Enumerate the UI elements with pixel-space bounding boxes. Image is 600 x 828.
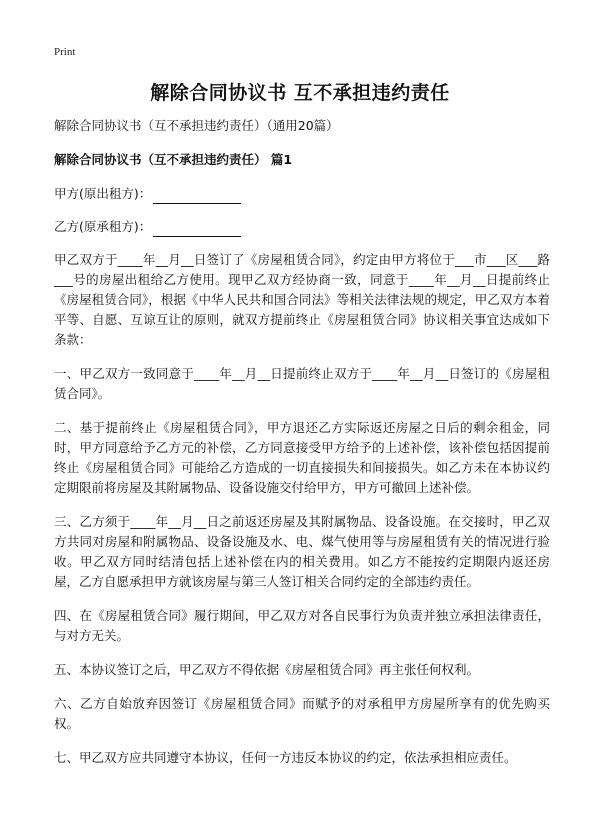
paragraph-intro: 甲乙双方于____年__月__日签订了《房屋租赁合同》，约定由甲方将位于___市___区___路___号的房屋出租给乙方使用。现甲乙双方经协商一致，同意于____年__月__日提前终止《房屋租赁合同》，根据《中华人民共和国合同法》等相关法律法规的规定，甲乙双方本着平等、自愿、互谅互让的原则，就双方提前终止《房屋租赁合同》协议相关事宜达成如下条款： xyxy=(54,252,550,347)
paragraph-clause-5: 五、本协议签订之后，甲乙双方不得依据《房屋租赁合同》再主张任何权利。 xyxy=(54,662,480,677)
party-a-label: 甲方(原出租方)： xyxy=(54,186,152,201)
paragraph-clause-6: 六、乙方自始放弃因签订《房屋租赁合同》而赋予的对承租甲方房屋所享有的优先购买权。 xyxy=(54,696,550,731)
paragraph-clause-1: 一、甲乙双方一致同意于____年__月__日提前终止双方于____年__月__日签订的《房屋租赁合同》。 xyxy=(54,366,550,401)
paragraph-clause-4: 四、在《房屋租赁合同》履行期间，甲乙双方对各自民事行为负责并独立承担法律责任，与对方无关。 xyxy=(54,608,550,643)
party-b-field xyxy=(54,217,550,237)
print-link[interactable]: Print xyxy=(54,46,76,58)
paragraph-clause-2: 二、基于提前终止《房屋租赁合同》，甲方退还乙方实际返还房屋之日后的剩余租金，同时，甲方同意给予乙方元的补偿，乙方同意接受甲方给予的上述补偿，该补偿包括因提前终止《房屋租赁合同》可能给乙方造成的一切直接损失和间接损失。如乙方未在本协议约定期限前将房屋及其附属物品、设备设施交付给甲方，甲方可撤回上述补偿。 xyxy=(54,420,550,495)
document-title: 解除合同协议书 互不承担违约责任 xyxy=(150,82,450,104)
paragraph-clause-7: 七、甲乙双方应共同遵守本协议，任何一方违反本协议的约定，依法承担相应责任。 xyxy=(54,750,517,765)
party-a-blank xyxy=(153,189,241,204)
document-subtitle: 解除合同协议书（互不承担违约责任）（通用20篇） xyxy=(54,118,339,133)
party-a-field xyxy=(54,184,550,204)
party-b-label: 乙方(原承租方)： xyxy=(54,219,152,234)
paragraph-clause-3: 三、乙方须于____年__月__日之前返还房屋及其附属物品、设备设施。在交接时，甲乙双方共同对房屋和附属物品、设备设施及水、电、煤气使用等与房屋租赁有关的情况进行验收。甲乙双方同时结清包括上述补偿在内的相关费用。如乙方不能按约定期限内返还房屋，乙方自愿承担甲方就该房屋与第三人签订相关合同约定的全部违约责任。 xyxy=(54,514,550,589)
section-heading: 解除合同协议书（互不承担违约责任） 篇1 xyxy=(54,152,293,167)
party-b-blank xyxy=(153,222,241,237)
document-body xyxy=(54,116,550,782)
